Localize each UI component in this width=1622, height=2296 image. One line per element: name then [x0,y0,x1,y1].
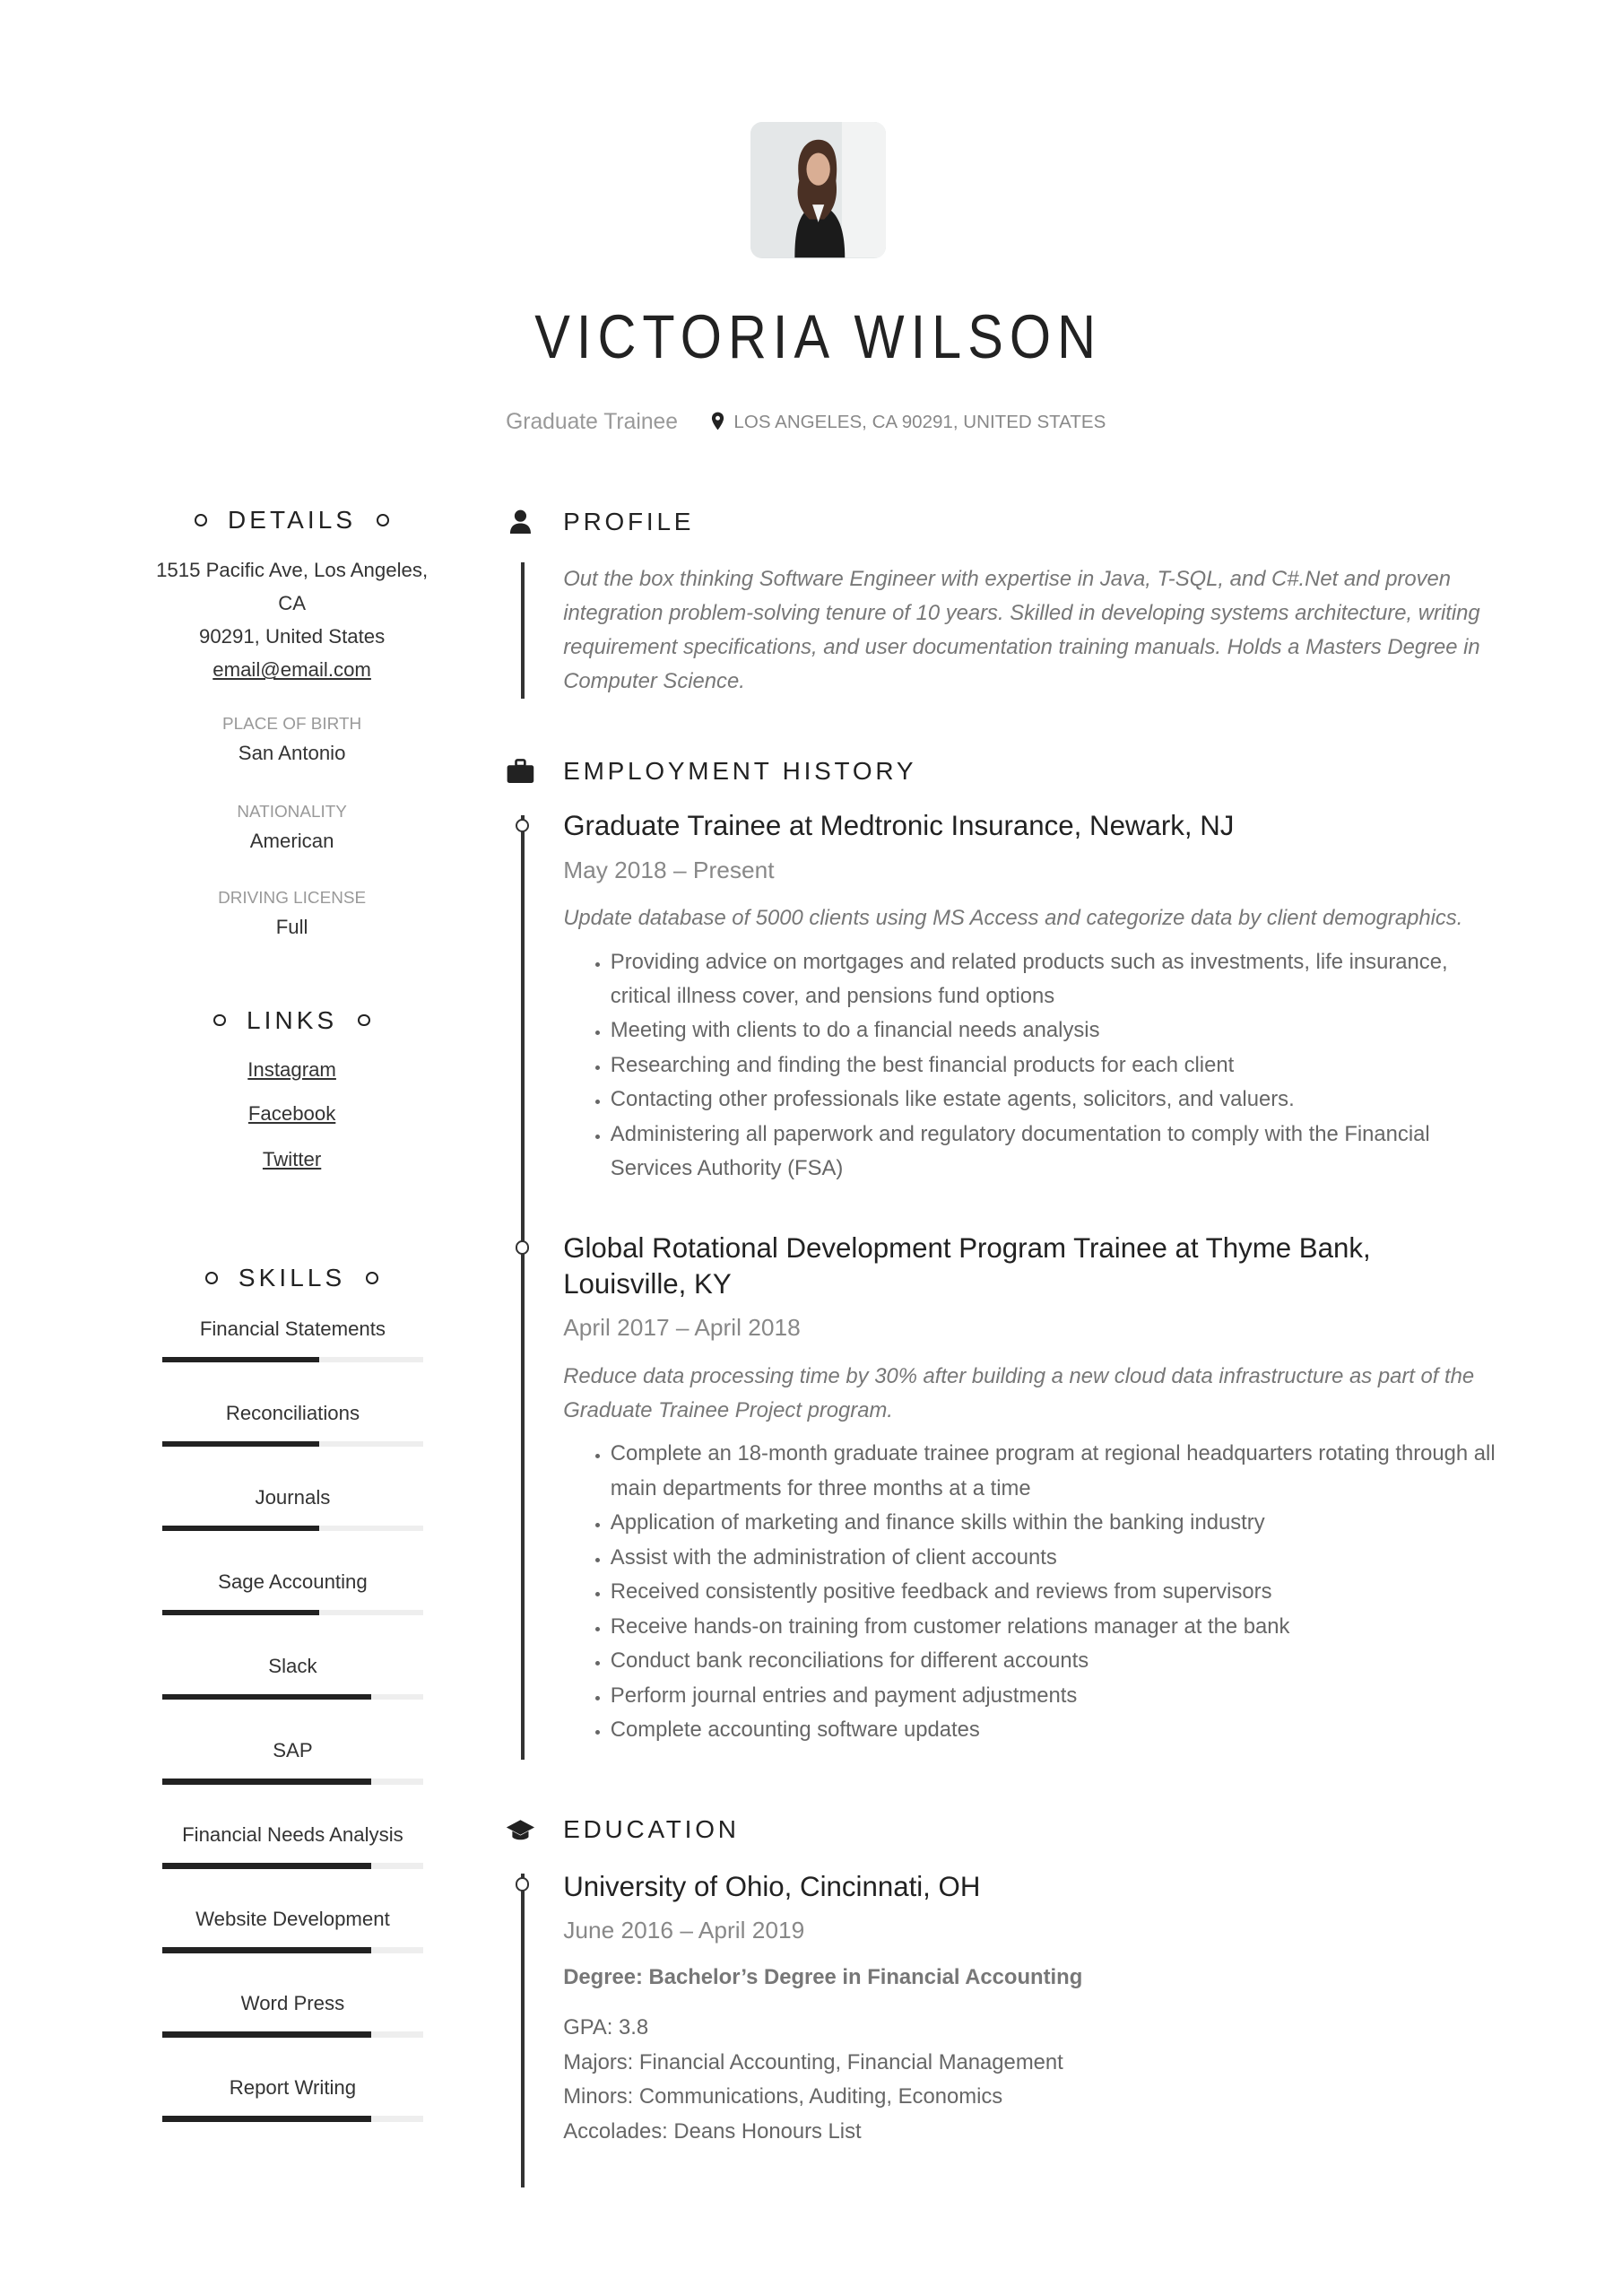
job-title: Global Rotational Development Program Trainee at Thyme Bank, Louisville, KY [563,1231,1371,1300]
skill-item [162,1992,423,2038]
job-bullets [563,1437,1506,1747]
address-line-2: 90291, United States [198,625,386,648]
timeline-dot [516,1877,530,1892]
job-entry [563,1231,1506,1748]
skill-item [162,1402,423,1448]
skill-name: Sage Accounting [218,1570,368,1593]
links-heading [144,1006,439,1035]
education-title: EDUCATION [563,1815,740,1844]
circle-icon [205,1272,218,1284]
driving-license: Full [275,916,308,939]
skill-name: Financial Statements [199,1317,386,1340]
skill-name: Financial Needs Analysis [182,1822,403,1846]
school-name: University of Ohio, Cincinnati, OH [563,1870,981,1902]
skill-level-bar [162,1863,423,1869]
skill-item [162,1908,423,1953]
skill-name: Website Development [195,1907,390,1930]
education-dates: June 2016 – April 2019 [563,1917,805,1944]
details-heading [144,506,439,535]
timeline-line [521,815,525,1759]
skill-level-fill [162,2031,371,2038]
profile-heading [506,508,694,536]
employment-title: EMPLOYMENT HISTORY [563,756,917,785]
location-pin-icon [707,411,728,434]
skill-level-bar [162,1526,423,1532]
skill-level-fill [162,1779,371,1785]
skill-level-bar [162,2031,423,2038]
skill-name: Word Press [240,1992,345,2015]
employment-heading [506,757,916,786]
minors: Minors: Communications, Auditing, Economics [563,2084,1003,2109]
driving-license-label: DRIVING LICENSE [218,889,367,909]
skill-item [162,1486,423,1532]
job-bullet: • Complete accounting software updates [611,1713,1507,1747]
nationality: American [249,830,334,853]
job-bullets [563,945,1506,1187]
education-heading [506,1815,740,1844]
address-line-1: 1515 Pacific Ave, Los Angeles, CA [156,559,429,615]
skill-item [162,1570,423,1616]
details-title: DETAILS [228,506,357,535]
skill-level-fill [162,1357,319,1363]
job-bullet: • Contacting other professionals like estate agents, solicitors, and valuers. [611,1083,1507,1117]
links-section [144,1006,439,1171]
skill-level-fill [162,1947,371,1953]
profile-photo [750,122,886,257]
candidate-name: VICTORIA WILSON [534,301,1103,372]
timeline-dot [516,1240,530,1255]
timeline-line [521,562,525,700]
link-instagram[interactable]: Instagram [247,1057,336,1081]
links-title: LINKS [246,1005,338,1034]
job-summary: Reduce data processing time by 30% after building a new cloud data infrastructure as part of the Graduate Trainee Project program. [563,1363,1475,1423]
person-icon [506,509,535,535]
education-details [563,2011,1506,2150]
circle-icon [366,1272,378,1284]
skill-level-fill [162,1694,371,1700]
job-dates: May 2018 – Present [563,856,775,883]
subtitle [506,410,1106,435]
skill-level-bar [162,1947,423,1953]
skill-level-fill [162,1863,371,1869]
circle-icon [195,514,207,526]
job-bullet: • Assist with the administration of client accounts [611,1541,1507,1575]
skill-level-fill [162,1441,319,1448]
job-bullet: • Conduct bank reconciliations for different accounts [611,1644,1507,1678]
skill-level-bar [162,1357,423,1363]
skill-name: Journals [255,1485,331,1509]
skill-level-bar [162,1441,423,1448]
job-bullet: • Perform journal entries and payment adjustments [611,1679,1507,1713]
circle-icon [358,1014,370,1027]
skills-heading-wrap [144,1264,439,1292]
skill-level-bar [162,1610,423,1616]
skill-name: SAP [273,1738,313,1761]
skill-name: Reconciliations [225,1401,360,1424]
skills-title: SKILLS [238,1264,346,1292]
job-dates: April 2017 – April 2018 [563,1314,801,1342]
job-bullet: • Receive hands-on training from customer relations manager at the bank [611,1610,1507,1644]
skill-item [162,2076,423,2122]
gpa: GPA: 3.8 [563,2015,649,2040]
skill-name: Report Writing [229,2076,357,2100]
profile-title: PROFILE [563,507,695,535]
accolades: Accolades: Deans Honours List [563,2118,862,2144]
job-bullet: • Received consistently positive feedback and reviews from supervisors [611,1575,1507,1609]
circle-icon [377,514,389,526]
job-title: Graduate Trainee [506,410,678,435]
skill-level-bar [162,2116,423,2122]
skill-level-fill [162,1610,319,1616]
briefcase-icon [506,758,535,785]
graduation-cap-icon [506,1817,535,1844]
skill-level-fill [162,2116,371,2122]
job-bullet: • Complete an 18-month graduate trainee program at regional headquarters rotating through all main departments for three months at a time [611,1437,1507,1506]
job-entry [563,808,1506,1187]
location: LOS ANGELES, CA 90291, UNITED STATES [733,412,1106,433]
skill-item [162,1655,423,1700]
job-bullet: • Researching and finding the best financial products for each client [611,1048,1507,1083]
profile-text: Out the box thinking Software Engineer with expertise in Java, T-SQL, and C#.Net and proven integration problem-solving tenure of 10 years. Skilled in developing systems architecture, writing requirement specifications, and user documentation training manuals. Holds a Masters Degree in Computer Science. [563,566,1480,694]
job-title: Graduate Trainee at Medtronic Insurance, Newark, NJ [563,810,1235,842]
job-bullet: • Meeting with clients to do a financial needs analysis [611,1013,1507,1048]
link-twitter[interactable]: Twitter [262,1147,322,1170]
skill-item [162,1739,423,1785]
skill-level-bar [162,1779,423,1785]
majors: Majors: Financial Accounting, Financial Management [563,2049,1063,2074]
timeline-dot [516,819,530,833]
timeline-line [521,1874,525,2187]
nationality-label: NATIONALITY [237,802,347,822]
place-of-birth: San Antonio [238,742,346,765]
place-of-birth-label: PLACE OF BIRTH [222,715,362,735]
job-bullet: • Administering all paperwork and regulatory documentation to comply with the Financial Services Authority (FSA) [611,1118,1507,1187]
job-bullet: • Providing advice on mortgages and related products such as investments, life insurance, critical illness cover, and pensions fund options [611,945,1507,1014]
skill-level-fill [162,1526,319,1532]
email-link[interactable]: email@email.com [213,658,371,682]
skill-item [162,1318,423,1363]
degree: Degree: Bachelor’s Degree in Financial Accounting [563,1965,1083,1990]
link-facebook[interactable]: Facebook [247,1101,336,1125]
circle-icon [213,1014,226,1027]
skill-name: Slack [268,1654,317,1677]
job-summary: Update database of 5000 clients using MS Access and categorize data by client demographics. [563,906,1463,931]
skill-item [162,1823,423,1869]
details-section [144,506,439,944]
skill-level-bar [162,1694,423,1700]
job-bullet: • Application of marketing and finance skills within the banking industry [611,1506,1507,1540]
skills-heading [144,1264,439,1292]
education-entry [563,1869,1506,2150]
